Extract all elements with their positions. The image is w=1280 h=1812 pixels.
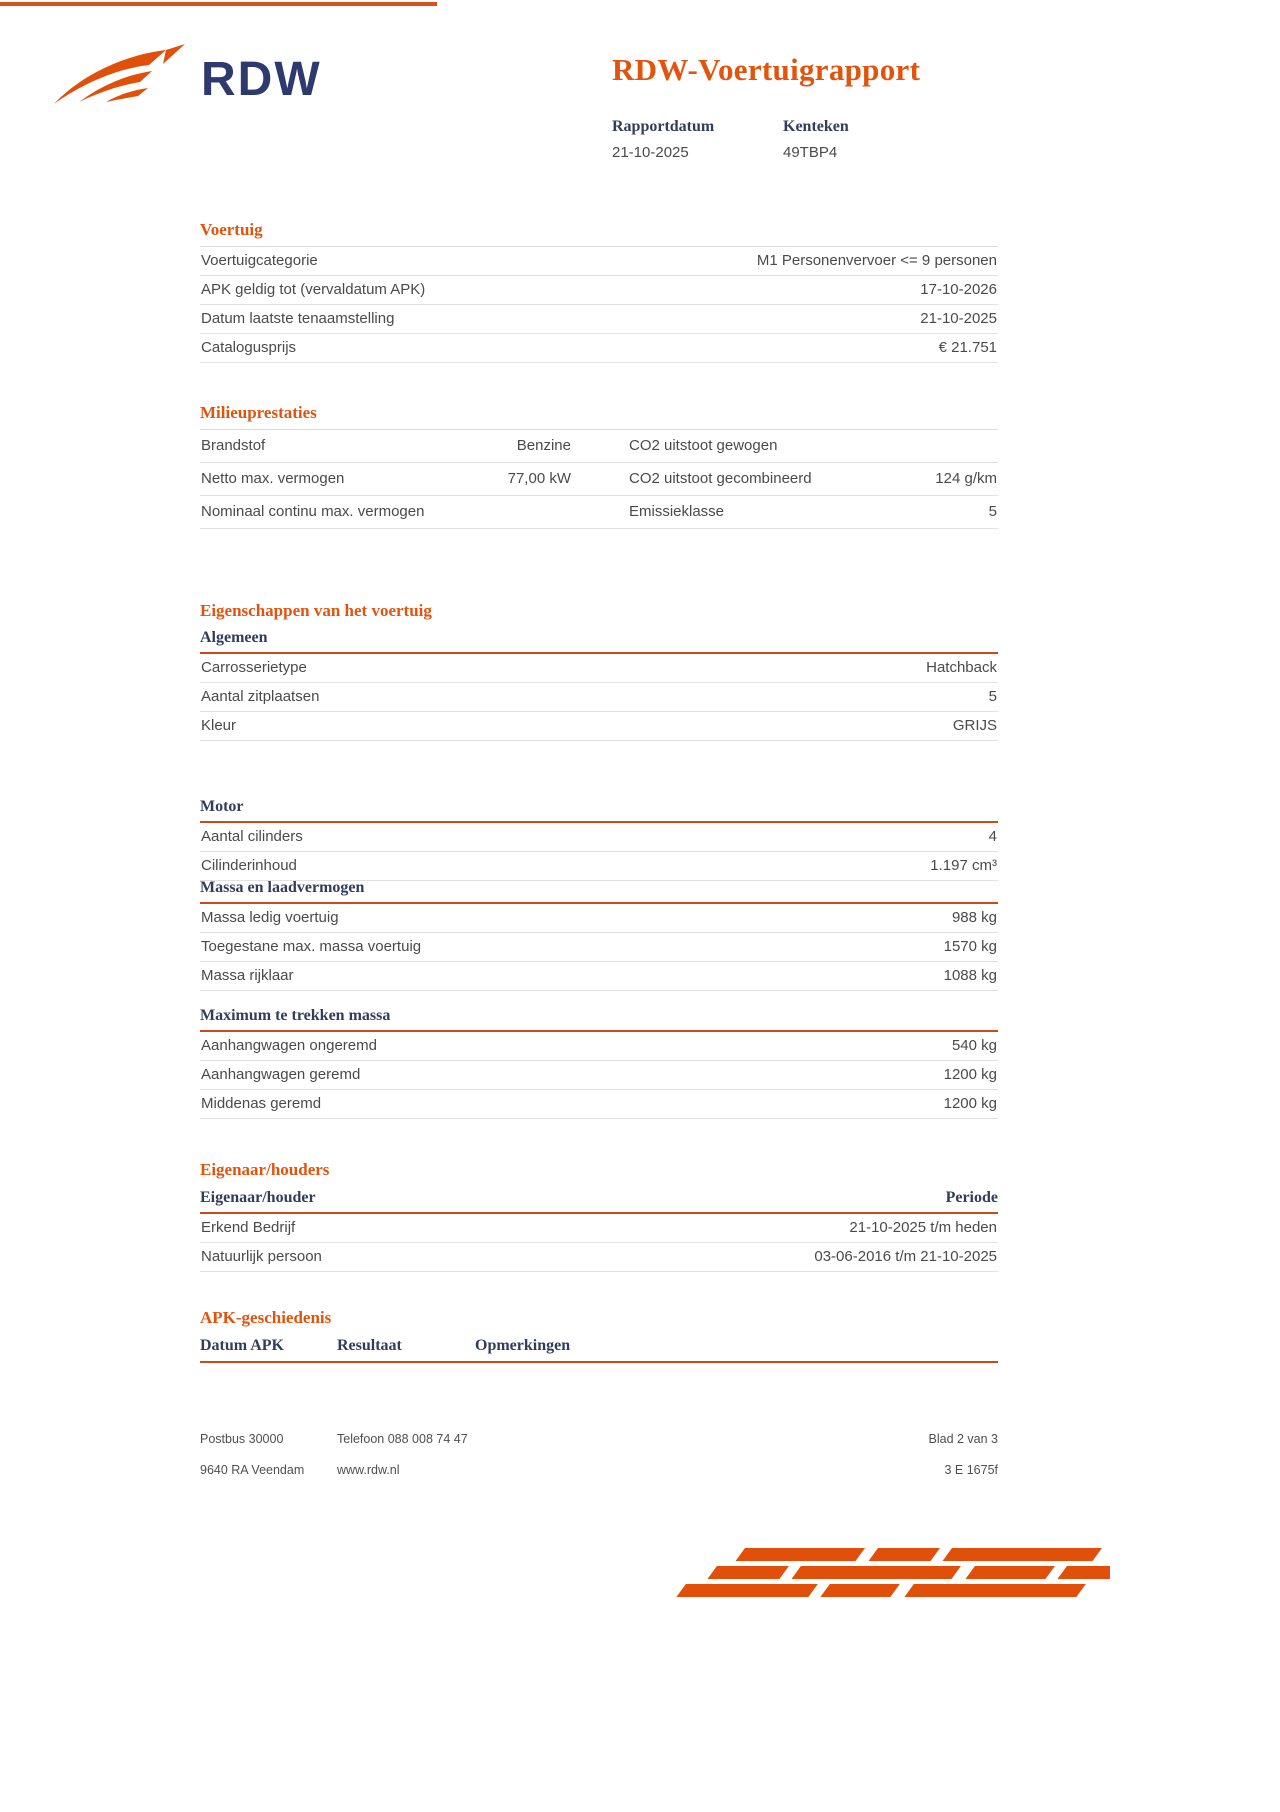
footer-postbus: Postbus 30000 xyxy=(200,1432,284,1446)
rdw-logo xyxy=(52,44,322,115)
row-label: Aanhangwagen geremd xyxy=(201,1066,361,1083)
rdw-stripes-graphic-icon xyxy=(650,1548,1110,1615)
row-label: Kleur xyxy=(201,717,237,734)
section-heading-voertuig: Voertuig xyxy=(200,220,998,247)
row-label: Catalogusprijs xyxy=(201,339,297,356)
row-value-left: Benzine xyxy=(516,437,571,454)
row-label: Datum laatste tenaamstelling xyxy=(201,310,395,327)
subsection-heading-massa: Massa en laadvermogen xyxy=(200,876,998,904)
subsection-heading-algemeen: Algemeen xyxy=(200,626,998,654)
row-value: 1200 kg xyxy=(943,1095,997,1112)
column-header-owner: Eigenaar/houder xyxy=(200,1189,316,1206)
license-plate-label: Kenteken xyxy=(783,118,849,135)
table-row xyxy=(200,962,998,991)
table-row xyxy=(200,904,998,933)
footer-row xyxy=(200,1432,998,1446)
table-header-row xyxy=(200,1334,998,1363)
row-label: Cilinderinhoud xyxy=(201,857,297,874)
row-label: Toegestane max. massa voertuig xyxy=(201,938,422,955)
rdw-logo-text: RDW xyxy=(201,52,322,106)
row-label-right: CO2 uitstoot gecombineerd xyxy=(629,470,812,487)
table-row xyxy=(200,305,998,334)
footer-city: 9640 RA Veendam xyxy=(200,1463,305,1477)
page-footer xyxy=(200,1432,998,1494)
row-value-left: 77,00 kW xyxy=(507,470,571,487)
row-value-right: 124 g/km xyxy=(935,470,997,487)
row-value: 5 xyxy=(988,688,997,705)
table-row xyxy=(200,463,998,496)
page-edge-mark xyxy=(0,2,437,6)
table-row xyxy=(200,683,998,712)
row-label: Massa rijklaar xyxy=(201,967,294,984)
license-plate-value: 49TBP4 xyxy=(783,144,838,161)
row-label: Aanhangwagen ongeremd xyxy=(201,1037,377,1054)
row-value-right: 5 xyxy=(988,503,997,520)
section-heading-apk: APK-geschiedenis xyxy=(200,1308,332,1327)
license-plate-block xyxy=(783,118,849,161)
table-row xyxy=(200,1061,998,1090)
row-label-right: Emissieklasse xyxy=(629,503,725,520)
report-date-value: 21-10-2025 xyxy=(612,144,689,161)
column-header-period: Periode xyxy=(945,1189,998,1206)
row-label: Natuurlijk persoon xyxy=(201,1248,322,1265)
footer-phone: Telefoon 088 008 74 47 xyxy=(337,1432,468,1446)
row-label: APK geldig tot (vervaldatum APK) xyxy=(201,281,426,298)
row-value: 1200 kg xyxy=(943,1066,997,1083)
subsection-heading-motor: Motor xyxy=(200,795,998,823)
table-row xyxy=(200,334,998,363)
column-header-resultaat: Resultaat xyxy=(337,1337,402,1354)
report-date-block xyxy=(612,118,714,161)
row-value: € 21.751 xyxy=(938,339,997,356)
section-eigenschappen xyxy=(200,601,998,627)
row-label-right: CO2 uitstoot gewogen xyxy=(629,437,778,454)
subsection-heading-trekken: Maximum te trekken massa xyxy=(200,1004,998,1032)
subsection-algemeen xyxy=(200,626,998,741)
table-row xyxy=(200,933,998,962)
table-row xyxy=(200,823,998,852)
row-value: 988 kg xyxy=(951,909,997,926)
footer-doc-code: 3 E 1675f xyxy=(944,1463,998,1477)
row-value: 4 xyxy=(988,828,997,845)
row-label: Aantal zitplaatsen xyxy=(201,688,320,705)
footer-website: www.rdw.nl xyxy=(337,1463,400,1477)
row-value: 17-10-2026 xyxy=(920,281,997,298)
section-voertuig xyxy=(200,220,998,363)
subsection-motor xyxy=(200,795,998,881)
row-value: 21-10-2025 t/m heden xyxy=(849,1219,997,1236)
table-row xyxy=(200,1214,998,1243)
footer-row xyxy=(200,1463,998,1477)
row-label: Aantal cilinders xyxy=(201,828,303,845)
rdw-wing-logo-icon xyxy=(52,44,187,115)
table-row xyxy=(200,496,998,529)
table-row xyxy=(200,276,998,305)
table-row xyxy=(200,247,998,276)
page-title: RDW-Voertuigrapport xyxy=(612,52,921,87)
report-date-label: Rapportdatum xyxy=(612,118,715,135)
row-value: 1.197 cm³ xyxy=(930,857,997,874)
row-value: Hatchback xyxy=(926,659,997,676)
row-label: Erkend Bedrijf xyxy=(201,1219,296,1236)
column-header-datum-apk: Datum APK xyxy=(200,1337,284,1354)
subsection-massa xyxy=(200,876,998,991)
footer-page-indicator: Blad 2 van 3 xyxy=(928,1432,998,1446)
section-heading-eigenaar: Eigenaar/houders xyxy=(200,1160,330,1179)
table-row xyxy=(200,654,998,683)
row-value: 03-06-2016 t/m 21-10-2025 xyxy=(814,1248,997,1265)
table-header-row xyxy=(200,1186,998,1214)
section-eigenaar xyxy=(200,1160,998,1272)
row-value: M1 Personenvervoer <= 9 personen xyxy=(756,252,997,269)
section-heading-eigenschappen: Eigenschappen van het voertuig xyxy=(200,601,432,620)
row-label-left: Nominaal continu max. vermogen xyxy=(201,503,425,520)
row-label-left: Netto max. vermogen xyxy=(201,470,345,487)
row-label: Voertuigcategorie xyxy=(201,252,318,269)
row-label: Middenas geremd xyxy=(201,1095,322,1112)
row-value: 1570 kg xyxy=(943,938,997,955)
section-heading-milieuprestaties: Milieuprestaties xyxy=(200,403,998,430)
column-header-opmerkingen: Opmerkingen xyxy=(475,1337,571,1354)
section-apk xyxy=(200,1308,998,1363)
table-row xyxy=(200,1243,998,1272)
row-value: 1088 kg xyxy=(943,967,997,984)
row-value: GRIJS xyxy=(952,717,997,734)
row-label: Massa ledig voertuig xyxy=(201,909,339,926)
table-row xyxy=(200,1090,998,1119)
table-row xyxy=(200,712,998,741)
row-value: 21-10-2025 xyxy=(920,310,997,327)
row-label-left: Brandstof xyxy=(201,437,266,454)
table-row xyxy=(200,430,998,463)
section-milieuprestaties xyxy=(200,403,998,529)
row-value: 540 kg xyxy=(951,1037,997,1054)
table-row xyxy=(200,1032,998,1061)
subsection-trekken xyxy=(200,1004,998,1119)
row-label: Carrosserietype xyxy=(201,659,307,676)
